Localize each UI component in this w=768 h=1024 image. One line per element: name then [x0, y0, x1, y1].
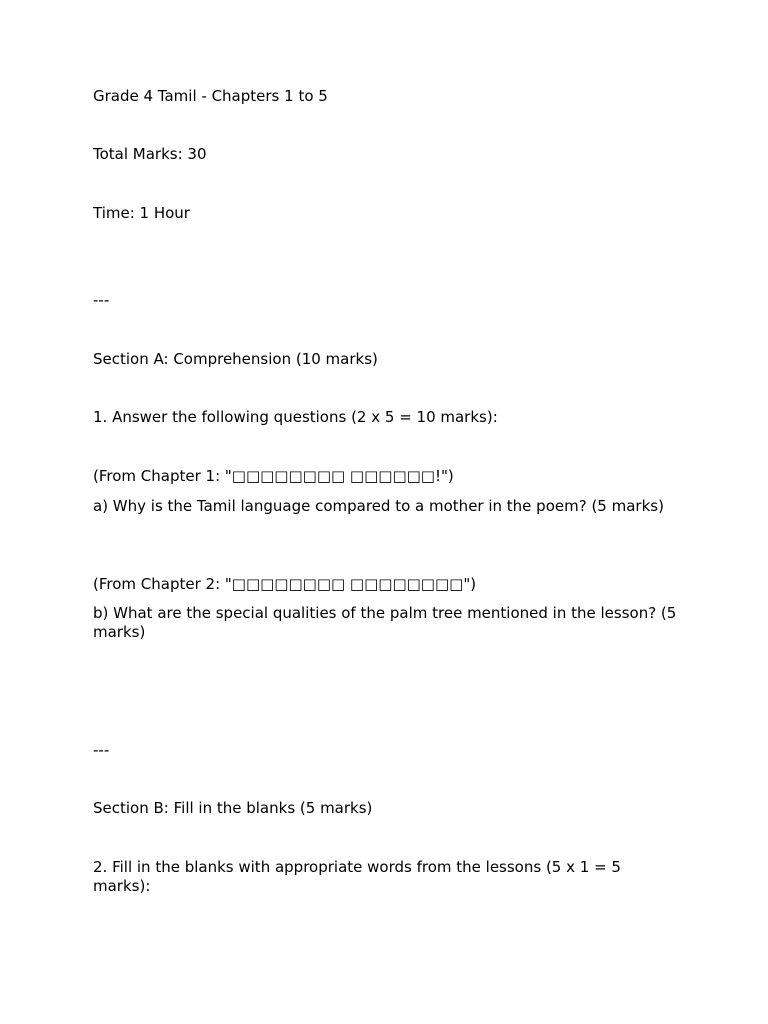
section-b-heading: Section B: Fill in the blanks (5 marks)	[93, 799, 373, 817]
chapter-1-source: (From Chapter 1: "□□□□□□□□ □□□□□□!")	[93, 467, 454, 485]
chapter-2-source: (From Chapter 2: "□□□□□□□□ □□□□□□□□")	[93, 575, 477, 593]
document-title: Grade 4 Tamil - Chapters 1 to 5	[93, 87, 328, 105]
separator: ---	[93, 741, 110, 759]
question-b: b) What are the special qualities of the palm tree mentioned in the lesson? (5 marks)	[93, 604, 677, 641]
section-a-instruction: 1. Answer the following questions (2 x 5 = 10 marks):	[93, 408, 498, 426]
section-a-heading: Section A: Comprehension (10 marks)	[93, 350, 378, 368]
question-a: a) Why is the Tamil language compared to a mother in the poem? (5 marks)	[93, 497, 664, 515]
section-b-instruction: 2. Fill in the blanks with appropriate words from the lessons (5 x 1 = 5 marks):	[93, 858, 621, 895]
total-marks: Total Marks: 30	[93, 145, 207, 163]
time-limit: Time: 1 Hour	[93, 204, 190, 222]
separator: ---	[93, 291, 110, 309]
